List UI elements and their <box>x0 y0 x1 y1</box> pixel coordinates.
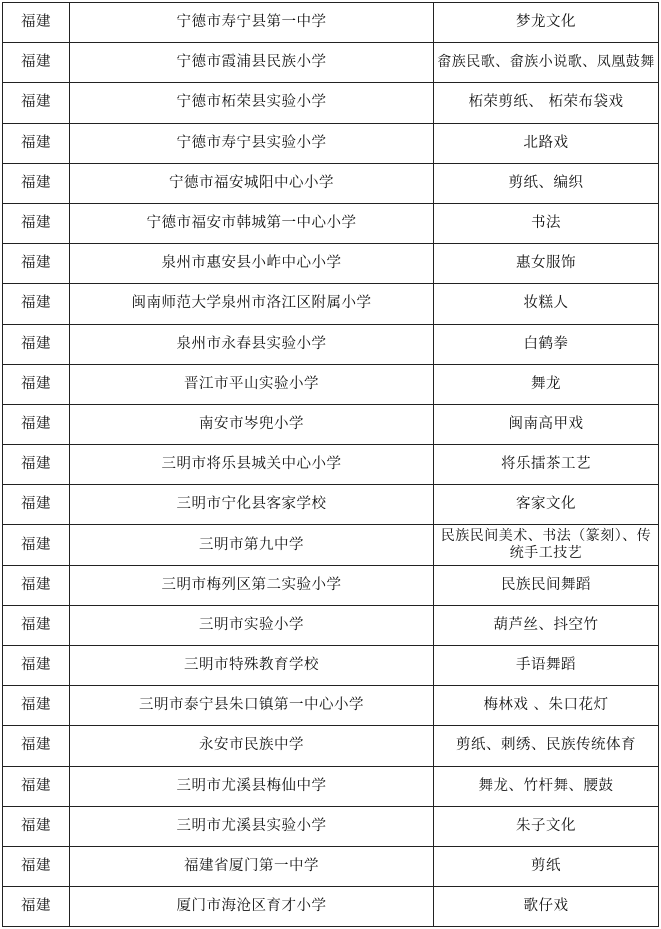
table-row <box>3 364 659 404</box>
heritage-project-cell: 手语舞蹈 <box>434 646 659 686</box>
table-row <box>3 43 659 83</box>
school-name-cell: 宁德市福安市韩城第一中心小学 <box>70 203 434 243</box>
province-cell: 福建 <box>3 244 70 284</box>
heritage-project-cell: 歌仔戏 <box>434 887 659 927</box>
table-row <box>3 284 659 324</box>
school-name-cell: 三明市尤溪县梅仙中学 <box>70 766 434 806</box>
table-row <box>3 404 659 444</box>
heritage-project-cell: 闽南高甲戏 <box>434 404 659 444</box>
province-cell: 福建 <box>3 284 70 324</box>
school-name-cell: 宁德市柘荣县实验小学 <box>70 83 434 123</box>
table-row <box>3 324 659 364</box>
table-row <box>3 445 659 485</box>
school-name-cell: 泉州市惠安县小岞中心小学 <box>70 244 434 284</box>
school-name-cell: 三明市梅列区第二实验小学 <box>70 565 434 605</box>
heritage-project-cell: 剪纸、刺绣、民族传统体育 <box>434 726 659 766</box>
province-cell: 福建 <box>3 83 70 123</box>
school-name-cell: 南安市岑兜小学 <box>70 404 434 444</box>
province-cell: 福建 <box>3 806 70 846</box>
heritage-project-cell: 葫芦丝、抖空竹 <box>434 605 659 645</box>
province-cell: 福建 <box>3 123 70 163</box>
heritage-project-cell: 梅林戏 、朱口花灯 <box>434 686 659 726</box>
province-cell: 福建 <box>3 324 70 364</box>
heritage-project-cell: 民族民间美术、书法（篆刻）、传统手工技艺 <box>434 525 659 565</box>
heritage-project-cell: 梦龙文化 <box>434 3 659 43</box>
table-row <box>3 605 659 645</box>
heritage-project-cell: 客家文化 <box>434 485 659 525</box>
province-cell: 福建 <box>3 203 70 243</box>
table-row <box>3 887 659 927</box>
school-name-cell: 泉州市永春县实验小学 <box>70 324 434 364</box>
school-name-cell: 三明市泰宁县朱口镇第一中心小学 <box>70 686 434 726</box>
heritage-project-cell: 剪纸、编织 <box>434 163 659 203</box>
province-cell: 福建 <box>3 445 70 485</box>
table-body <box>3 3 659 927</box>
table-row <box>3 766 659 806</box>
school-heritage-table <box>2 2 659 927</box>
heritage-project-cell: 民族民间舞蹈 <box>434 565 659 605</box>
heritage-project-cell: 畲族民歌、畲族小说歌、凤凰鼓舞 <box>434 43 659 83</box>
table-row <box>3 646 659 686</box>
school-name-cell: 厦门市海沧区育才小学 <box>70 887 434 927</box>
province-cell: 福建 <box>3 726 70 766</box>
table-row <box>3 686 659 726</box>
school-name-cell: 宁德市福安城阳中心小学 <box>70 163 434 203</box>
school-name-cell: 三明市第九中学 <box>70 525 434 565</box>
province-cell: 福建 <box>3 605 70 645</box>
heritage-project-cell: 北路戏 <box>434 123 659 163</box>
heritage-project-cell: 柘荣剪纸、 柘荣布袋戏 <box>434 83 659 123</box>
table-row <box>3 203 659 243</box>
heritage-project-cell: 将乐擂茶工艺 <box>434 445 659 485</box>
school-name-cell: 三明市特殊教育学校 <box>70 646 434 686</box>
table-row <box>3 123 659 163</box>
table-row <box>3 163 659 203</box>
province-cell: 福建 <box>3 565 70 605</box>
school-name-cell: 三明市将乐县城关中心小学 <box>70 445 434 485</box>
province-cell: 福建 <box>3 646 70 686</box>
province-cell: 福建 <box>3 485 70 525</box>
heritage-project-cell: 惠女服饰 <box>434 244 659 284</box>
province-cell: 福建 <box>3 525 70 565</box>
province-cell: 福建 <box>3 3 70 43</box>
school-name-cell: 三明市实验小学 <box>70 605 434 645</box>
province-cell: 福建 <box>3 846 70 886</box>
table-row <box>3 525 659 565</box>
school-name-cell: 宁德市霞浦县民族小学 <box>70 43 434 83</box>
heritage-project-cell: 朱子文化 <box>434 806 659 846</box>
province-cell: 福建 <box>3 163 70 203</box>
school-name-cell: 闽南师范大学泉州市洛江区附属小学 <box>70 284 434 324</box>
table-row <box>3 83 659 123</box>
heritage-project-cell: 舞龙 <box>434 364 659 404</box>
province-cell: 福建 <box>3 364 70 404</box>
school-name-cell: 宁德市寿宁县第一中学 <box>70 3 434 43</box>
school-name-cell: 福建省厦门第一中学 <box>70 846 434 886</box>
school-name-cell: 三明市尤溪县实验小学 <box>70 806 434 846</box>
school-name-cell: 晋江市平山实验小学 <box>70 364 434 404</box>
table-row <box>3 846 659 886</box>
heritage-project-cell: 妆糕人 <box>434 284 659 324</box>
school-name-cell: 宁德市寿宁县实验小学 <box>70 123 434 163</box>
province-cell: 福建 <box>3 766 70 806</box>
province-cell: 福建 <box>3 43 70 83</box>
table-row <box>3 3 659 43</box>
table-row <box>3 244 659 284</box>
table-row <box>3 485 659 525</box>
province-cell: 福建 <box>3 887 70 927</box>
table-row <box>3 565 659 605</box>
table-row <box>3 806 659 846</box>
school-name-cell: 三明市宁化县客家学校 <box>70 485 434 525</box>
heritage-project-cell: 剪纸 <box>434 846 659 886</box>
school-name-cell: 永安市民族中学 <box>70 726 434 766</box>
province-cell: 福建 <box>3 686 70 726</box>
heritage-project-cell: 白鹤拳 <box>434 324 659 364</box>
province-cell: 福建 <box>3 404 70 444</box>
heritage-project-cell: 舞龙、竹杆舞、腰鼓 <box>434 766 659 806</box>
table-row <box>3 726 659 766</box>
heritage-project-cell: 书法 <box>434 203 659 243</box>
